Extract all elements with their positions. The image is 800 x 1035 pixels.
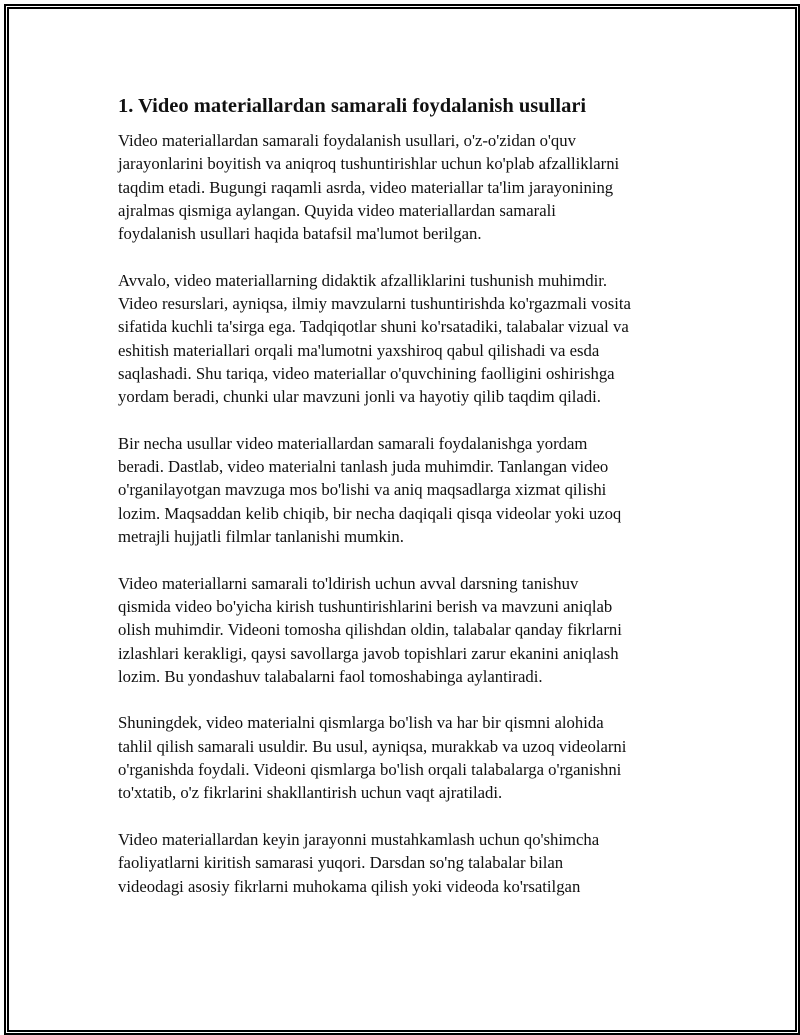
text-line: Video resurslari, ayniqsa, ilmiy mavzularni tushuntirishda ko'rgazmali vosita [118,294,631,314]
paragraph-introduction-step [118,572,678,688]
text-line: taqdim etadi. Bugungi raqamli asrda, video materiallar ta'lim jarayonining [118,177,614,197]
text-line: Video materiallardan samarali foydalanish usullari, o'z-o'zidan o'quv [118,131,576,150]
text-line: eshitish materiallari orqali ma'lumotni yaxshiroq qabul qilishadi va esda [118,340,600,360]
text-line: olish muhimdir. Videoni tomosha qilishdan oldin, talabalar qanday fikrlarni [118,620,622,640]
text-line: foydalanish usullari haqida batafsil ma'lumot berilgan. [118,224,482,244]
text-line: Avvalo, video materiallarning didaktik afzalliklarini tushunish muhimdir. [118,270,608,290]
text-line: metrajli hujjatli filmlar tanlanishi mumkin. [118,527,404,547]
text-line: Bir necha usullar video materiallardan samarali foydalanishga yordam [118,433,588,453]
text-line: o'rganishda foydali. Videoni qismlarga bo'lish orqali talabalarga o'rganishni [118,760,622,780]
section-heading: 1. Video materiallardan samarali foydalanish usullari [118,95,587,117]
text-line: o'rganilayotgan mavzuga mos bo'lishi va aniq maqsadlarga xizmat qilishi [118,480,607,500]
text-line: tahlil qilish samarali usuldir. Bu usul, ayniqsa, murakkab va uzoq videolarni [118,736,627,756]
text-line: faoliyatlarni kiritish samarasi yuqori. Darsdan so'ng talabalar bilan [118,853,564,873]
text-line: saqlashadi. Shu tariqa, video materiallar o'quvchining faolligini oshirishga [118,363,615,383]
text-line: beradi. Dastlab, video materialni tanlash juda muhimdir. Tanlangan video [118,457,609,477]
document-body [118,93,678,921]
paragraph-methods [118,432,678,548]
text-line: ajralmas qismiga aylangan. Quyida video materiallardan samarali [118,200,556,220]
text-line: yordam beradi, chunki ular mavzuni jonli va hayotiy qilib taqdim qiladi. [118,387,601,407]
text-line: qismida video bo'yicha kirish tushuntirishlarini berish va mavzuni aniqlab [118,596,613,616]
paragraph-followup [118,828,678,898]
text-line: Shuningdek, video materialni qismlarga bo'lish va har bir qismni alohida [118,713,604,733]
text-line: izlashlari kerakligi, qaysi savollarga javob topishlari zarur ekanini aniqlash [118,643,619,663]
text-line: lozim. Bu yondashuv talabalarni faol tomoshabinga aylantiradi. [118,666,543,686]
text-line: videodagi asosiy fikrlarni muhokama qilish yoki videoda ko'rsatilgan [118,876,581,896]
text-line: jarayonlarini boyitish va aniqroq tushuntirishlar uchun ko'plab afzalliklarni [118,154,620,174]
text-line: Video materiallardan keyin jarayonni mustahkamlash uchun qo'shimcha [118,829,600,849]
text-line: to'xtatib, o'z fikrlarini shakllantirish uchun vaqt ajratiladi. [118,783,503,803]
text-line: sifatida kuchli ta'sirga ega. Tadqiqotlar shuni ko'rsatadiki, talabalar vizual va [118,317,629,337]
text-line: Video materiallarni samarali to'ldirish uchun avval darsning tanishuv [118,573,579,593]
paragraph-segmentation [118,711,678,804]
paragraph-didactic [118,269,678,409]
paragraph-intro [118,129,678,245]
text-line: lozim. Maqsaddan kelib chiqib, bir necha daqiqali qisqa videolar yoki uzoq [118,503,622,523]
